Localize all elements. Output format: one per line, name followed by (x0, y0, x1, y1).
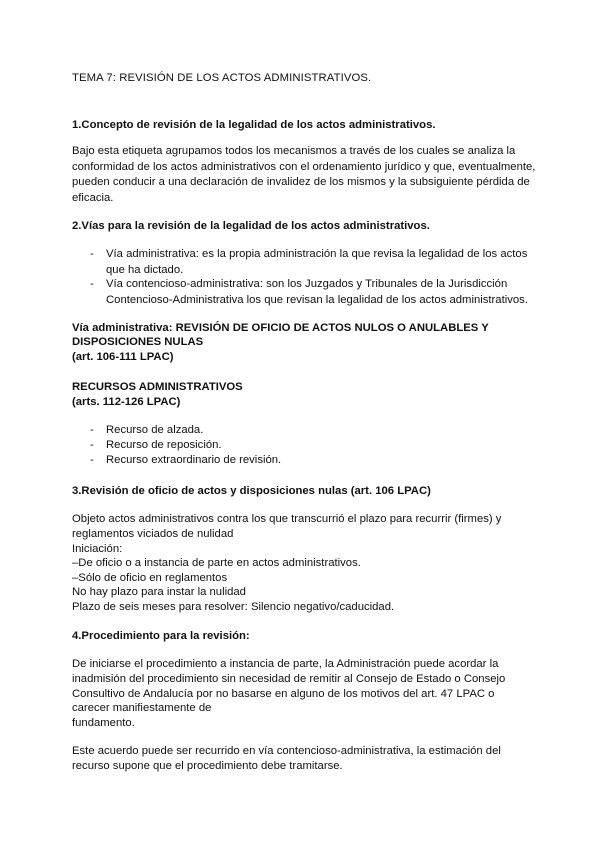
recursos-heading: RECURSOS ADMINISTRATIVOS (72, 381, 243, 393)
section-3-line: Objeto actos administrativos contra los que transcurrió el plazo para recurrir (firmes) y (72, 513, 502, 525)
list-bullet: - (90, 439, 94, 451)
section-4-line: carecer manifiestamente de (72, 702, 212, 714)
list-bullet: - (90, 278, 94, 290)
section-3-line: Plazo de seis meses para resolver: Silencio negativo/caducidad. (72, 601, 395, 613)
section-1-line: eficacia. (72, 191, 114, 204)
section-3-line: Iniciación: (72, 543, 123, 555)
list-item-text: Vía administrativa: es la propia administración la que revisa la legalidad de los actos (106, 248, 528, 260)
section-1-line: conformidad de los actos administrativos con el ordenamiento jurídico y que, eventualmente, (72, 160, 536, 173)
section-1-line: Bajo esta etiqueta agrupamos todos los mecanismos a través de los cuales se analiza la (72, 145, 516, 157)
list-bullet: - (90, 424, 94, 436)
section-4-line: De iniciarse el procedimiento a instancia de parte, la Administración puede acordar la (72, 658, 499, 670)
recursos-ref: (arts. 112-126 LPAC) (72, 396, 181, 408)
section-3-line: No hay plazo para instar la nulidad (72, 586, 246, 598)
list-item-text: Contencioso-Administrativa los que revisan la legalidad de los actos administrativos. (106, 293, 528, 306)
list-bullet: - (90, 248, 94, 260)
section-1-heading: 1.Concepto de revisión de la legalidad de los actos administrativos. (72, 119, 436, 131)
section-4-line: inadmisión del procedimiento sin necesidad de remitir al Consejo de Estado o Consejo (72, 673, 506, 685)
section-4-line: Este acuerdo puede ser recurrido en vía contencioso-administrativa, la estimación del (72, 745, 501, 757)
section-4-heading: 4.Procedimiento para la revisión: (72, 630, 250, 642)
list-item-text: Recurso de alzada. (106, 424, 204, 436)
section-4-line: recurso supone que el procedimiento debe tramitarse. (72, 760, 343, 772)
page-title: TEMA 7: REVISIÓN DE LOS ACTOS ADMINISTRATIVOS. (72, 72, 372, 84)
list-item-text: que ha dictado. (106, 263, 184, 276)
list-item-text: Vía contencioso-administrativa: son los Juzgados y Tribunales de la Jurisdicción (106, 278, 508, 290)
list-item-text: Recurso extraordinario de revisión. (106, 454, 282, 466)
section-1-line: pueden conducir a una declaración de invalidez de los mismos y la subsiguiente pérdida de (72, 176, 530, 189)
list-item-text: Recurso de reposición. (106, 439, 222, 451)
via-administrativa-ref: (art. 106-111 LPAC) (72, 351, 174, 363)
via-administrativa-heading: DISPOSICIONES NULAS (72, 336, 204, 348)
section-4-line: fundamento. (72, 717, 135, 729)
section-3-line: –De oficio o a instancia de parte en actos administrativos. (72, 557, 361, 569)
via-administrativa-heading: Vía administrativa: REVISIÓN DE OFICIO DE ACTOS NULOS O ANULABLES Y (72, 322, 489, 334)
section-3-line: –Sólo de oficio en reglamentos (72, 572, 228, 584)
list-bullet: - (90, 454, 94, 466)
section-3-heading: 3.Revisión de oficio de actos y disposiciones nulas (art. 106 LPAC) (72, 485, 431, 497)
section-2-heading: 2.Vías para la revisión de la legalidad de los actos administrativos. (72, 220, 430, 232)
section-4-line: Consultivo de Andalucía por no basarse en alguno de los motivos del art. 47 LPAC o (72, 688, 495, 700)
section-3-line: reglamentos viciados de nulidad (72, 528, 234, 540)
